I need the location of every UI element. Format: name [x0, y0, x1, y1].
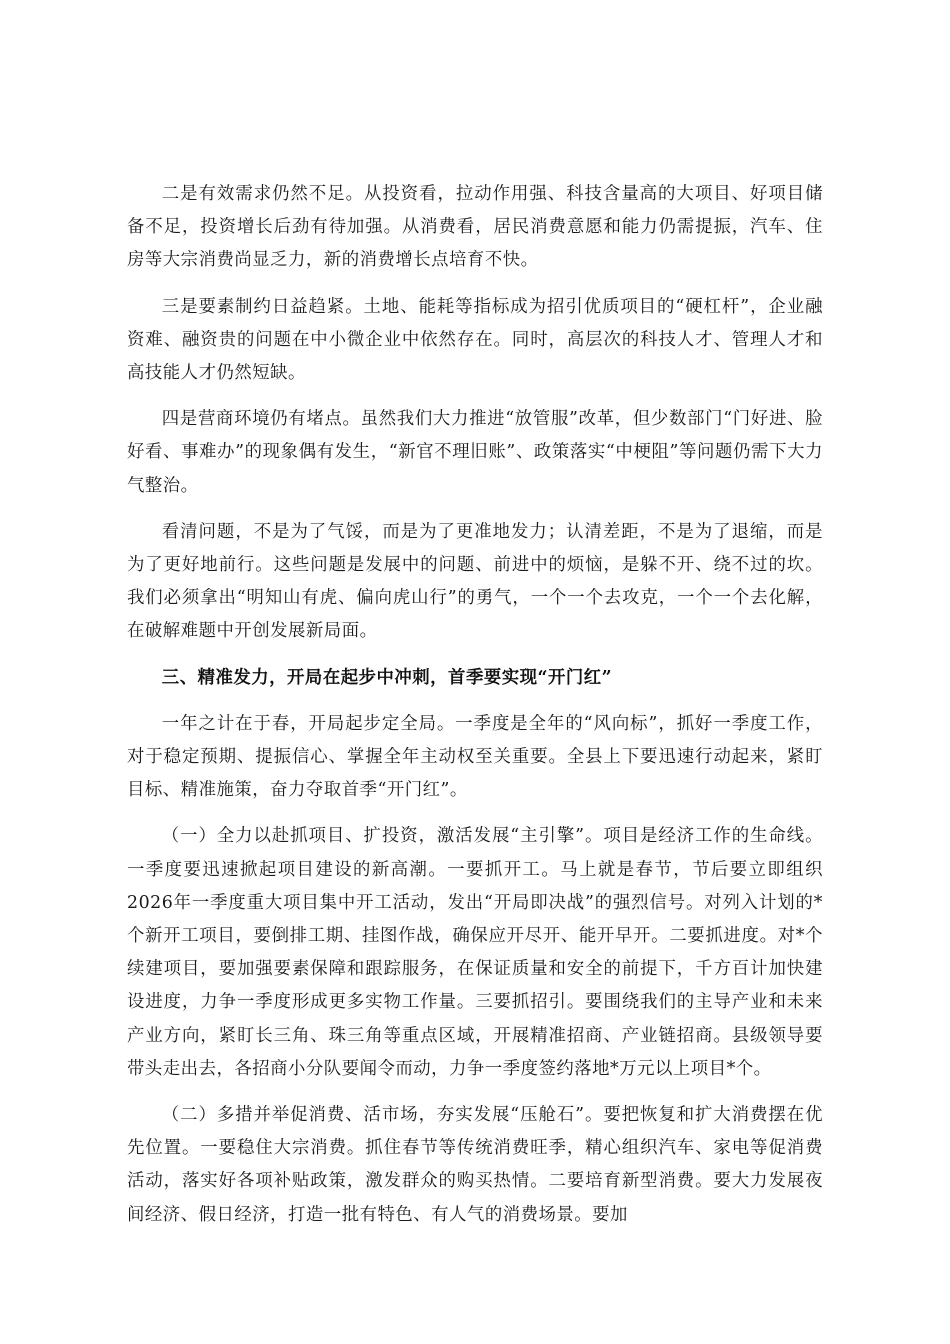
paragraph-business-environment: 四是营商环境仍有堵点。虽然我们大力推进“放管服”改革，但少数部门“门好进、脸好看、事难办”的现象偶有发生，“新官不理旧账”、政策落实“中梗阻”等问题仍需下大力气整治。 — [127, 409, 823, 496]
paragraph-factor-constraints: 三是要素制约日益趋紧。土地、能耗等指标成为招引优质项目的“硬杠杆”，企业融资难、融资贵的问题在中小微企业中依然存在。同时，高层次的科技人才、管理人才和高技能人才仍然短缺。 — [127, 296, 823, 384]
paragraph-face-problems: 看清问题，不是为了气馁，而是为了更准地发力；认清差距，不是为了退缩，而是为了更好地前行。这些问题是发展中的问题、前进中的烦恼，是躲不开、绕不过的坎。我们必须拿出“明知山有虎、偏向虎山行”的勇气，一个一个去攻克，一个一个去化解，在破解难题中开创发展新局面。 — [127, 521, 823, 642]
document-body — [127, 178, 823, 1245]
paragraph-projects-investment: （一）全力以赴抓项目、扩投资，激活发展“主引擎”。项目是经济工作的生命线。一季度要迅速掀起项目建设的新高潮。一要抓开工。马上就是春节，节后要立即组织2026年一季度重大项目集中开工活动，发出“开局即决战”的强烈信号。对列入计划的*个新开工项目，要倒排工期、挂图作战，确保应开尽开、能开早开。二要抓进度。对*个续建项目，要加强要素保障和跟踪服务，在保证质量和安全的前提下，千方百计加快建设进度，力争一季度形成更多实物工作量。三要抓招引。要围绕我们的主导产业和未来产业方向，紧盯长三角、珠三角等重点区域，开展精准招商、产业链招商。县级领导要带头走出去，各招商小分队要闻令而动，力争一季度签约落地*万元以上项目*个。 — [127, 826, 823, 1079]
paragraph-effective-demand: 二是有效需求仍然不足。从投资看，拉动作用强、科技含量高的大项目、好项目储备不足，投资增长后劲有待加强。从消费看，居民消费意愿和能力仍需提振，汽车、住房等大宗消费尚显乏力，新的消费增长点培育不快。 — [127, 184, 823, 271]
paragraph-first-quarter: 一年之计在于春，开局起步定全局。一季度是全年的“风向标”，抓好一季度工作，对于稳定预期、提振信心、掌握全年主动权至关重要。全县上下要迅速行动起来，紧盯目标、精准施策，奋力夺取首季“开门红”。 — [127, 713, 823, 801]
section-heading-three: 三、精准发力，开局在起步中冲刺，首季要实现“开门红” — [161, 667, 613, 688]
paragraph-consumption-market: （二）多措并举促消费、活市场，夯实发展“压舱石”。要把恢复和扩大消费摆在优先位置。一要稳住大宗消费。抓住春节等传统消费旺季，精心组织汽车、家电等促消费活动，落实好各项补贴政策，激发群众的购买热情。二要培育新型消费。要大力发展夜间经济、假日经济，打造一批有特色、有人气的消费场景。要加 — [127, 1105, 823, 1225]
